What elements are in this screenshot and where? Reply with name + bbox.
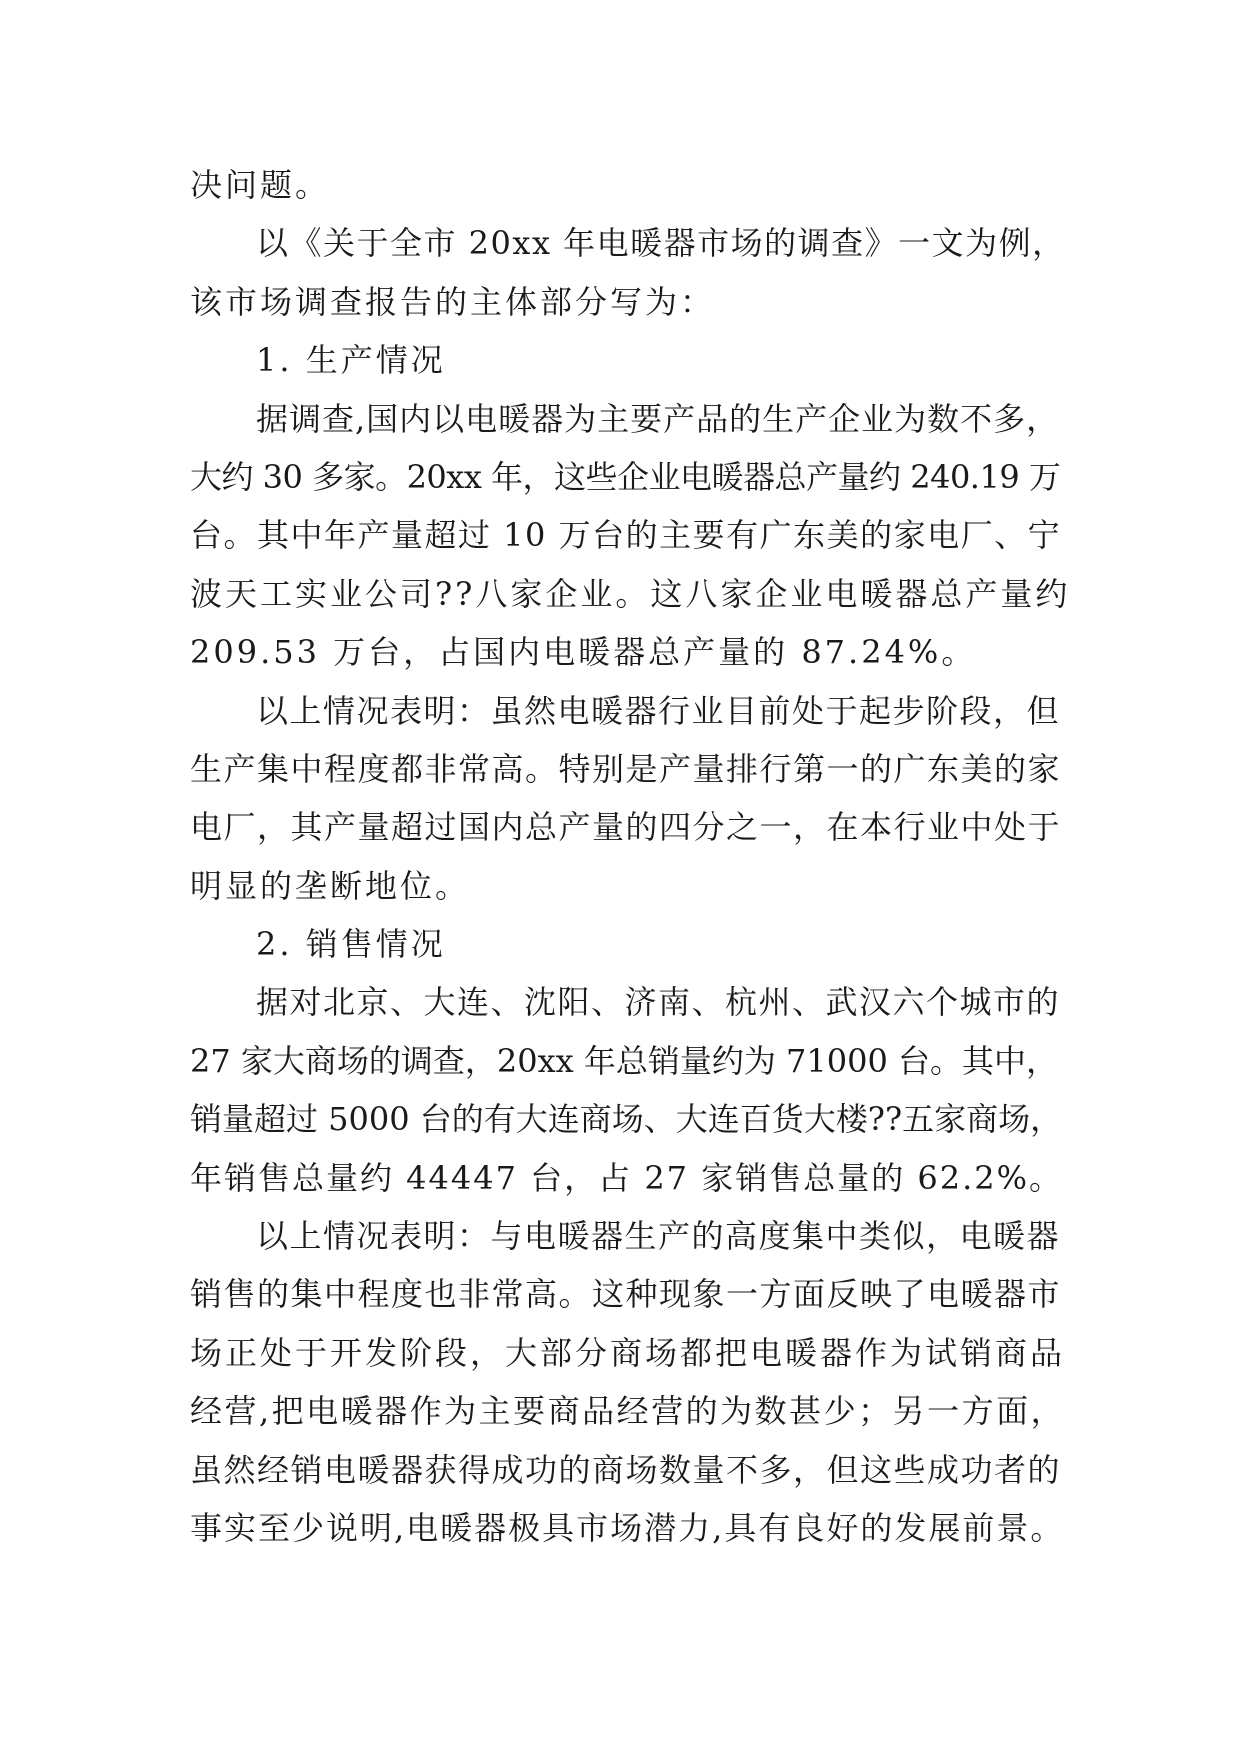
text-line: 决问题。	[190, 166, 331, 204]
text-line: 明显的垄断地位。	[190, 866, 471, 905]
text-line: 销售的集中程度也非常高。这种现象一方面反映了电暖器市	[190, 1275, 1062, 1314]
text-line: 年销售总量约 44447 台，占 27 家销售总量的 62.2%。	[190, 1158, 1064, 1197]
text-line: 27 家大商场的调查，20xx 年总销量约为 71000 台。其中，	[190, 1041, 1059, 1080]
text-line: 该市场调查报告的主体部分写为：	[190, 282, 716, 321]
text-line: 大约 30 多家。20xx 年，这些企业电暖器总产量约 240.19 万	[190, 457, 1061, 496]
text-line: 电厂，其产量超过国内总产量的四分之一，在本行业中处于	[190, 808, 1062, 847]
text-line: 以上情况表明：与电暖器生产的高度集中类似，电暖器	[256, 1217, 1061, 1256]
document-body	[190, 156, 1070, 1557]
text-line: 以《关于全市 20xx 年电暖器市场的调查》一文为例，	[256, 224, 1066, 263]
text-line: 据对北京、大连、沈阳、济南、杭州、武汉六个城市的	[256, 983, 1061, 1022]
text-line: 虽然经销电暖器获得成功的商场数量不多，但这些成功者的	[190, 1450, 1062, 1489]
text-line: 据调查,国内以电暖器为主要产品的生产企业为数不多，	[256, 399, 1060, 438]
text-line: 以上情况表明：虽然电暖器行业目前处于起步阶段，但	[256, 691, 1061, 730]
text-line: 生产集中程度都非常高。特别是产量排行第一的广东美的家	[190, 749, 1062, 788]
text-line: 波天工实业公司??八家企业。这八家企业电暖器总产量约	[190, 574, 1071, 613]
text-line: 经营,把电暖器作为主要商品经营的为数甚少；另一方面，	[190, 1392, 1066, 1431]
text-line: 事实至少说明,电暖器极具市场潜力,具有良好的发展前景。	[190, 1508, 1065, 1547]
text-line: 销量超过 5000 台的有大连商场、大连百货大楼??五家商场，	[190, 1100, 1063, 1139]
text-line: 台。其中年产量超过 10 万台的主要有广东美的家电厂、宁	[190, 516, 1062, 555]
section-heading-production: 1. 生产情况	[256, 341, 446, 380]
section-heading-sales: 2. 销售情况	[256, 925, 446, 964]
text-line: 209.53 万台，占国内电暖器总产量的 87.24%。	[190, 633, 977, 672]
text-line: 场正处于开发阶段，大部分商场都把电暖器作为试销商品	[190, 1333, 1066, 1372]
